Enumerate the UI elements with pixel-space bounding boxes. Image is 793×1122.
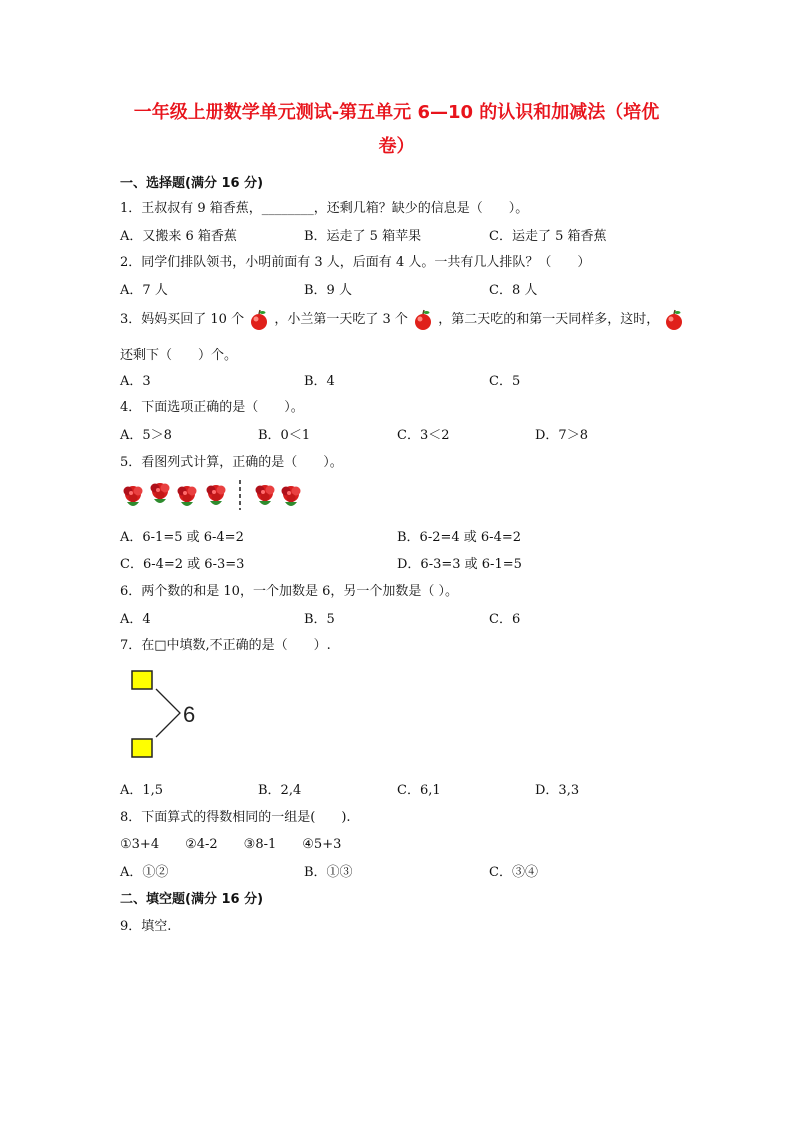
q4-option-a: A．5＞8 bbox=[120, 428, 172, 443]
q7-option-d: D．3,3 bbox=[535, 783, 580, 798]
q3-stem-part-2: ，小兰第一天吃了 3 个 bbox=[274, 312, 408, 327]
q2-option-b: B．9 人 bbox=[304, 283, 352, 298]
q4-option-c: C．3＜2 bbox=[397, 428, 450, 443]
page-title bbox=[100, 96, 693, 164]
q2-option-c: C．8 人 bbox=[489, 283, 538, 298]
q2-option-a: A．7 人 bbox=[120, 283, 168, 298]
q3-option-c: C．5 bbox=[489, 374, 521, 389]
question-8-stem: 8．下面算式的得数相同的一组是( ). bbox=[120, 810, 351, 825]
apple-icon bbox=[248, 309, 270, 331]
q7-option-b: B．2,4 bbox=[258, 783, 302, 798]
question-3-stem-line-2: 还剩下（ ）个。 bbox=[120, 348, 238, 363]
total-number: 6 bbox=[183, 702, 196, 727]
q1-option-a: A．又搬来 6 箱香蕉 bbox=[120, 229, 237, 244]
question-3-stem bbox=[120, 308, 685, 331]
q8-option-b: B．①③ bbox=[304, 865, 353, 880]
question-4-stem: 4．下面选项正确的是（ ）。 bbox=[120, 400, 304, 415]
q6-option-a: A．4 bbox=[120, 612, 151, 627]
q6-option-b: B．5 bbox=[304, 612, 335, 627]
section-heading-choice: 一、选择题(满分 16 分) bbox=[120, 176, 264, 191]
flower-picture bbox=[120, 478, 310, 512]
question-6-stem: 6．两个数的和是 10，一个加数是 6，另一个加数是（ ）。 bbox=[120, 584, 458, 599]
flower-icon bbox=[207, 485, 226, 505]
question-5-stem: 5．看图列式计算，正确的是（ ）。 bbox=[120, 455, 343, 470]
question-9-stem: 9．填空. bbox=[120, 919, 172, 934]
q3-option-b: B．4 bbox=[304, 374, 335, 389]
question-7-stem: 7．在□中填数,不正确的是（ ）. bbox=[120, 638, 331, 653]
flower-icon bbox=[282, 486, 301, 506]
q6-option-c: C．6 bbox=[489, 612, 521, 627]
q8-option-a: A．①② bbox=[120, 865, 169, 880]
question-8-items: ①3+4 ②4-2 ③8-1 ④5+3 bbox=[120, 837, 342, 852]
q5-option-b: B．6-2=4 或 6-4=2 bbox=[397, 530, 522, 545]
question-1-stem: 1．王叔叔有 9 箱香蕉，________，还剩几箱？缺少的信息是（ ）。 bbox=[120, 201, 529, 216]
q5-option-a: A．6-1=5 或 6-4=2 bbox=[120, 530, 244, 545]
q1-option-b: B．运走了 5 箱苹果 bbox=[304, 229, 422, 244]
q4-option-b: B．0＜1 bbox=[258, 428, 311, 443]
blank-square-top bbox=[132, 671, 152, 689]
q8-option-c: C．③④ bbox=[489, 865, 538, 880]
apple-icon bbox=[663, 309, 685, 331]
q7-option-a: A．1,5 bbox=[120, 783, 164, 798]
apple-icon bbox=[412, 309, 434, 331]
flower-icon bbox=[256, 485, 275, 505]
blank-square-bottom bbox=[132, 739, 152, 757]
q1-option-c: C．运走了 5 箱香蕉 bbox=[489, 229, 607, 244]
q3-option-a: A．3 bbox=[120, 374, 151, 389]
number-composition-diagram bbox=[128, 667, 218, 767]
q3-stem-part-1: 3．妈妈买回了 10 个 bbox=[120, 312, 245, 327]
q3-stem-part-3: ，第二天吃的和第一天同样多，这时， bbox=[438, 312, 660, 327]
title-line-1: 一年级上册数学单元测试-第五单元 6—10 的认识和加减法（培优 bbox=[133, 102, 660, 123]
q7-option-c: C．6,1 bbox=[397, 783, 441, 798]
flower-icon bbox=[124, 486, 143, 506]
q4-option-d: D．7＞8 bbox=[535, 428, 588, 443]
q5-option-d: D．6-3=3 或 6-1=5 bbox=[397, 557, 522, 572]
title-line-2: 卷） bbox=[378, 136, 415, 157]
question-2-stem: 2．同学们排队领书，小明前面有 3 人，后面有 4 人。一共有几人排队？（ ） bbox=[120, 255, 591, 270]
section-heading-fill: 二、填空题(满分 16 分) bbox=[120, 892, 264, 907]
flower-icon bbox=[151, 483, 170, 503]
q5-option-c: C．6-4=2 或 6-3=3 bbox=[120, 557, 245, 572]
flower-icon bbox=[178, 486, 197, 506]
branch-lines bbox=[156, 689, 180, 737]
